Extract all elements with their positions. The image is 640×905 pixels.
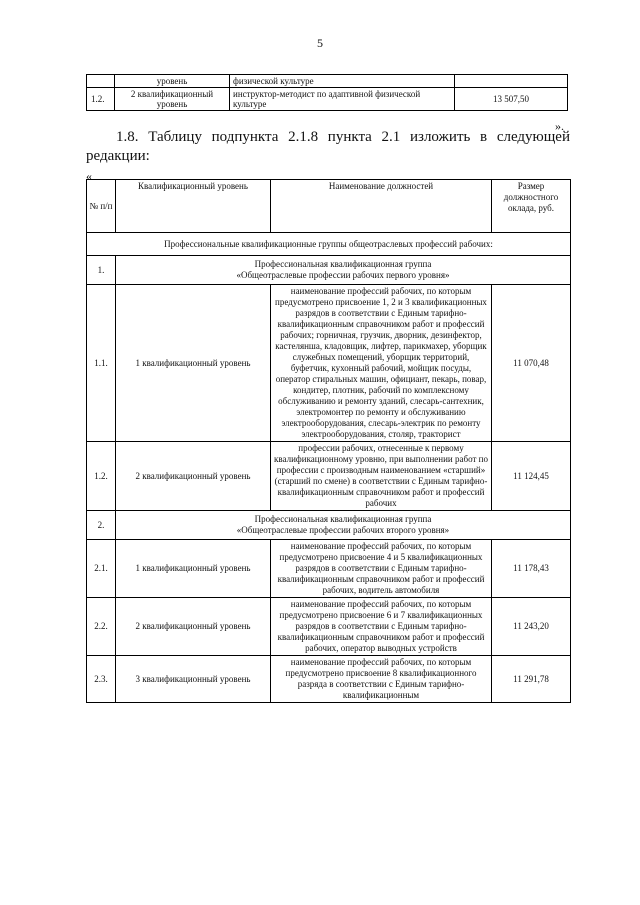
salary-table [86,179,571,703]
qualification-level: уровень [115,75,230,88]
table-row [87,88,568,111]
row-number: 1.1. [87,285,116,442]
salary-value [455,75,568,88]
header-position: Наименование должностей [271,180,492,233]
section-title: Профессиональные квалификационные группы общеотраслевых профессий рабочих: [87,233,571,256]
qualification-level: 2 квалификационный уровень [116,598,271,656]
table-row [87,75,568,88]
position-name: профессии рабочих, отнесенные к первому квалификационному уровню, при выполнении работ по профессии с производным наименованием «старший» (старший по смене) в соответствии с Единым тарифно-квалификационным справочником работ и профессий рабочих [271,442,492,511]
group-title [116,511,571,540]
qualification-level: 2 квалификационный уровень [115,88,230,111]
group-title-line: «Общеотраслевые профессии рабочих второго уровня» [236,525,450,535]
row-number: 2.2. [87,598,116,656]
salary-value: 11 124,45 [492,442,571,511]
header-number: № п/п [87,180,116,233]
group-title-line: «Общеотраслевые профессии рабочих первого уровня» [236,270,450,280]
salary-value: 11 178,43 [492,540,571,598]
previous-table-continuation [86,74,568,111]
row-number [87,75,115,88]
table-row [87,598,571,656]
header-salary: Размер должностного оклада, руб. [492,180,571,233]
table-row [87,656,571,703]
section-row [87,233,571,256]
closing-quote: ». [555,119,564,133]
row-number: 1.2. [87,88,115,111]
row-number: 1.2. [87,442,116,511]
group-row [87,256,571,285]
salary-value: 11 243,20 [492,598,571,656]
page-number: 5 [317,36,323,50]
paragraph-text: 1.8. Таблицу подпункта 2.1.8 пункта 2.1 изложить в следующей редакции: [86,129,570,164]
table-row [87,540,571,598]
row-number: 2.1. [87,540,116,598]
qualification-level: 1 квалификационный уровень [116,285,271,442]
qualification-level: 1 квалификационный уровень [116,540,271,598]
group-title-line: Профессиональная квалификационная группа [254,259,432,269]
position-name: наименование профессий рабочих, по которым предусмотрено присвоение 6 и 7 квалификационных разрядов в соответствии с Единым тарифно-квалификационным справочником работ и профессий рабочих, оператор выводных устройств [271,598,492,656]
group-number: 2. [87,511,116,540]
table-row [87,285,571,442]
position-name: физической культуре [230,75,455,88]
qualification-level: 2 квалификационный уровень [116,442,271,511]
group-title-line: Профессиональная квалификационная группа [254,514,432,524]
qualification-level: 3 квалификационный уровень [116,656,271,703]
position-name: наименование профессий рабочих, по которым предусмотрено присвоение 1, 2 и 3 квалификационных разрядов в соответствии с Единым тарифно-квалификационным справочником работ и профессий рабочих; горничная, грузчик, дворник, дезинфектор, кастелянша, кладовщик, лифтер, парикмахер, уборщик служебных помещений, уборщик территорий, буфетчик, кухонный рабочий, мойщик посуды, оператор стиральных машин, официант, пекарь, повар, кондитер, плотник, рабочий по комплексному обслуживанию и ремонту зданий, слесарь-сантехник, электромонтер по ремонту и обслуживанию электрооборудования, слесарь-электрик по ремонту электрооборудования, столяр, тракторист [271,285,492,442]
opening-quote: « [86,169,92,183]
salary-value: 11 291,78 [492,656,571,703]
table-row [87,442,571,511]
row-number: 2.3. [87,656,116,703]
header-level: Квалификационный уровень [116,180,271,233]
group-title [116,256,571,285]
position-name: наименование профессий рабочих, по которым предусмотрено присвоение 4 и 5 квалификационных разрядов в соответствии с Единым тарифно-квалификационным справочником работ и профессий рабочих, водитель автомобиля [271,540,492,598]
table-header-row [87,180,571,233]
position-name: наименование профессий рабочих, по которым предусмотрено присвоение 8 квалификационного разряда в соответствии с Единым тарифно-квалификационным [271,656,492,703]
salary-value: 11 070,48 [492,285,571,442]
group-number: 1. [87,256,116,285]
amendment-paragraph [86,128,570,166]
salary-value: 13 507,50 [455,88,568,111]
group-row [87,511,571,540]
position-name: инструктор-методист по адаптивной физической культуре [230,88,455,111]
